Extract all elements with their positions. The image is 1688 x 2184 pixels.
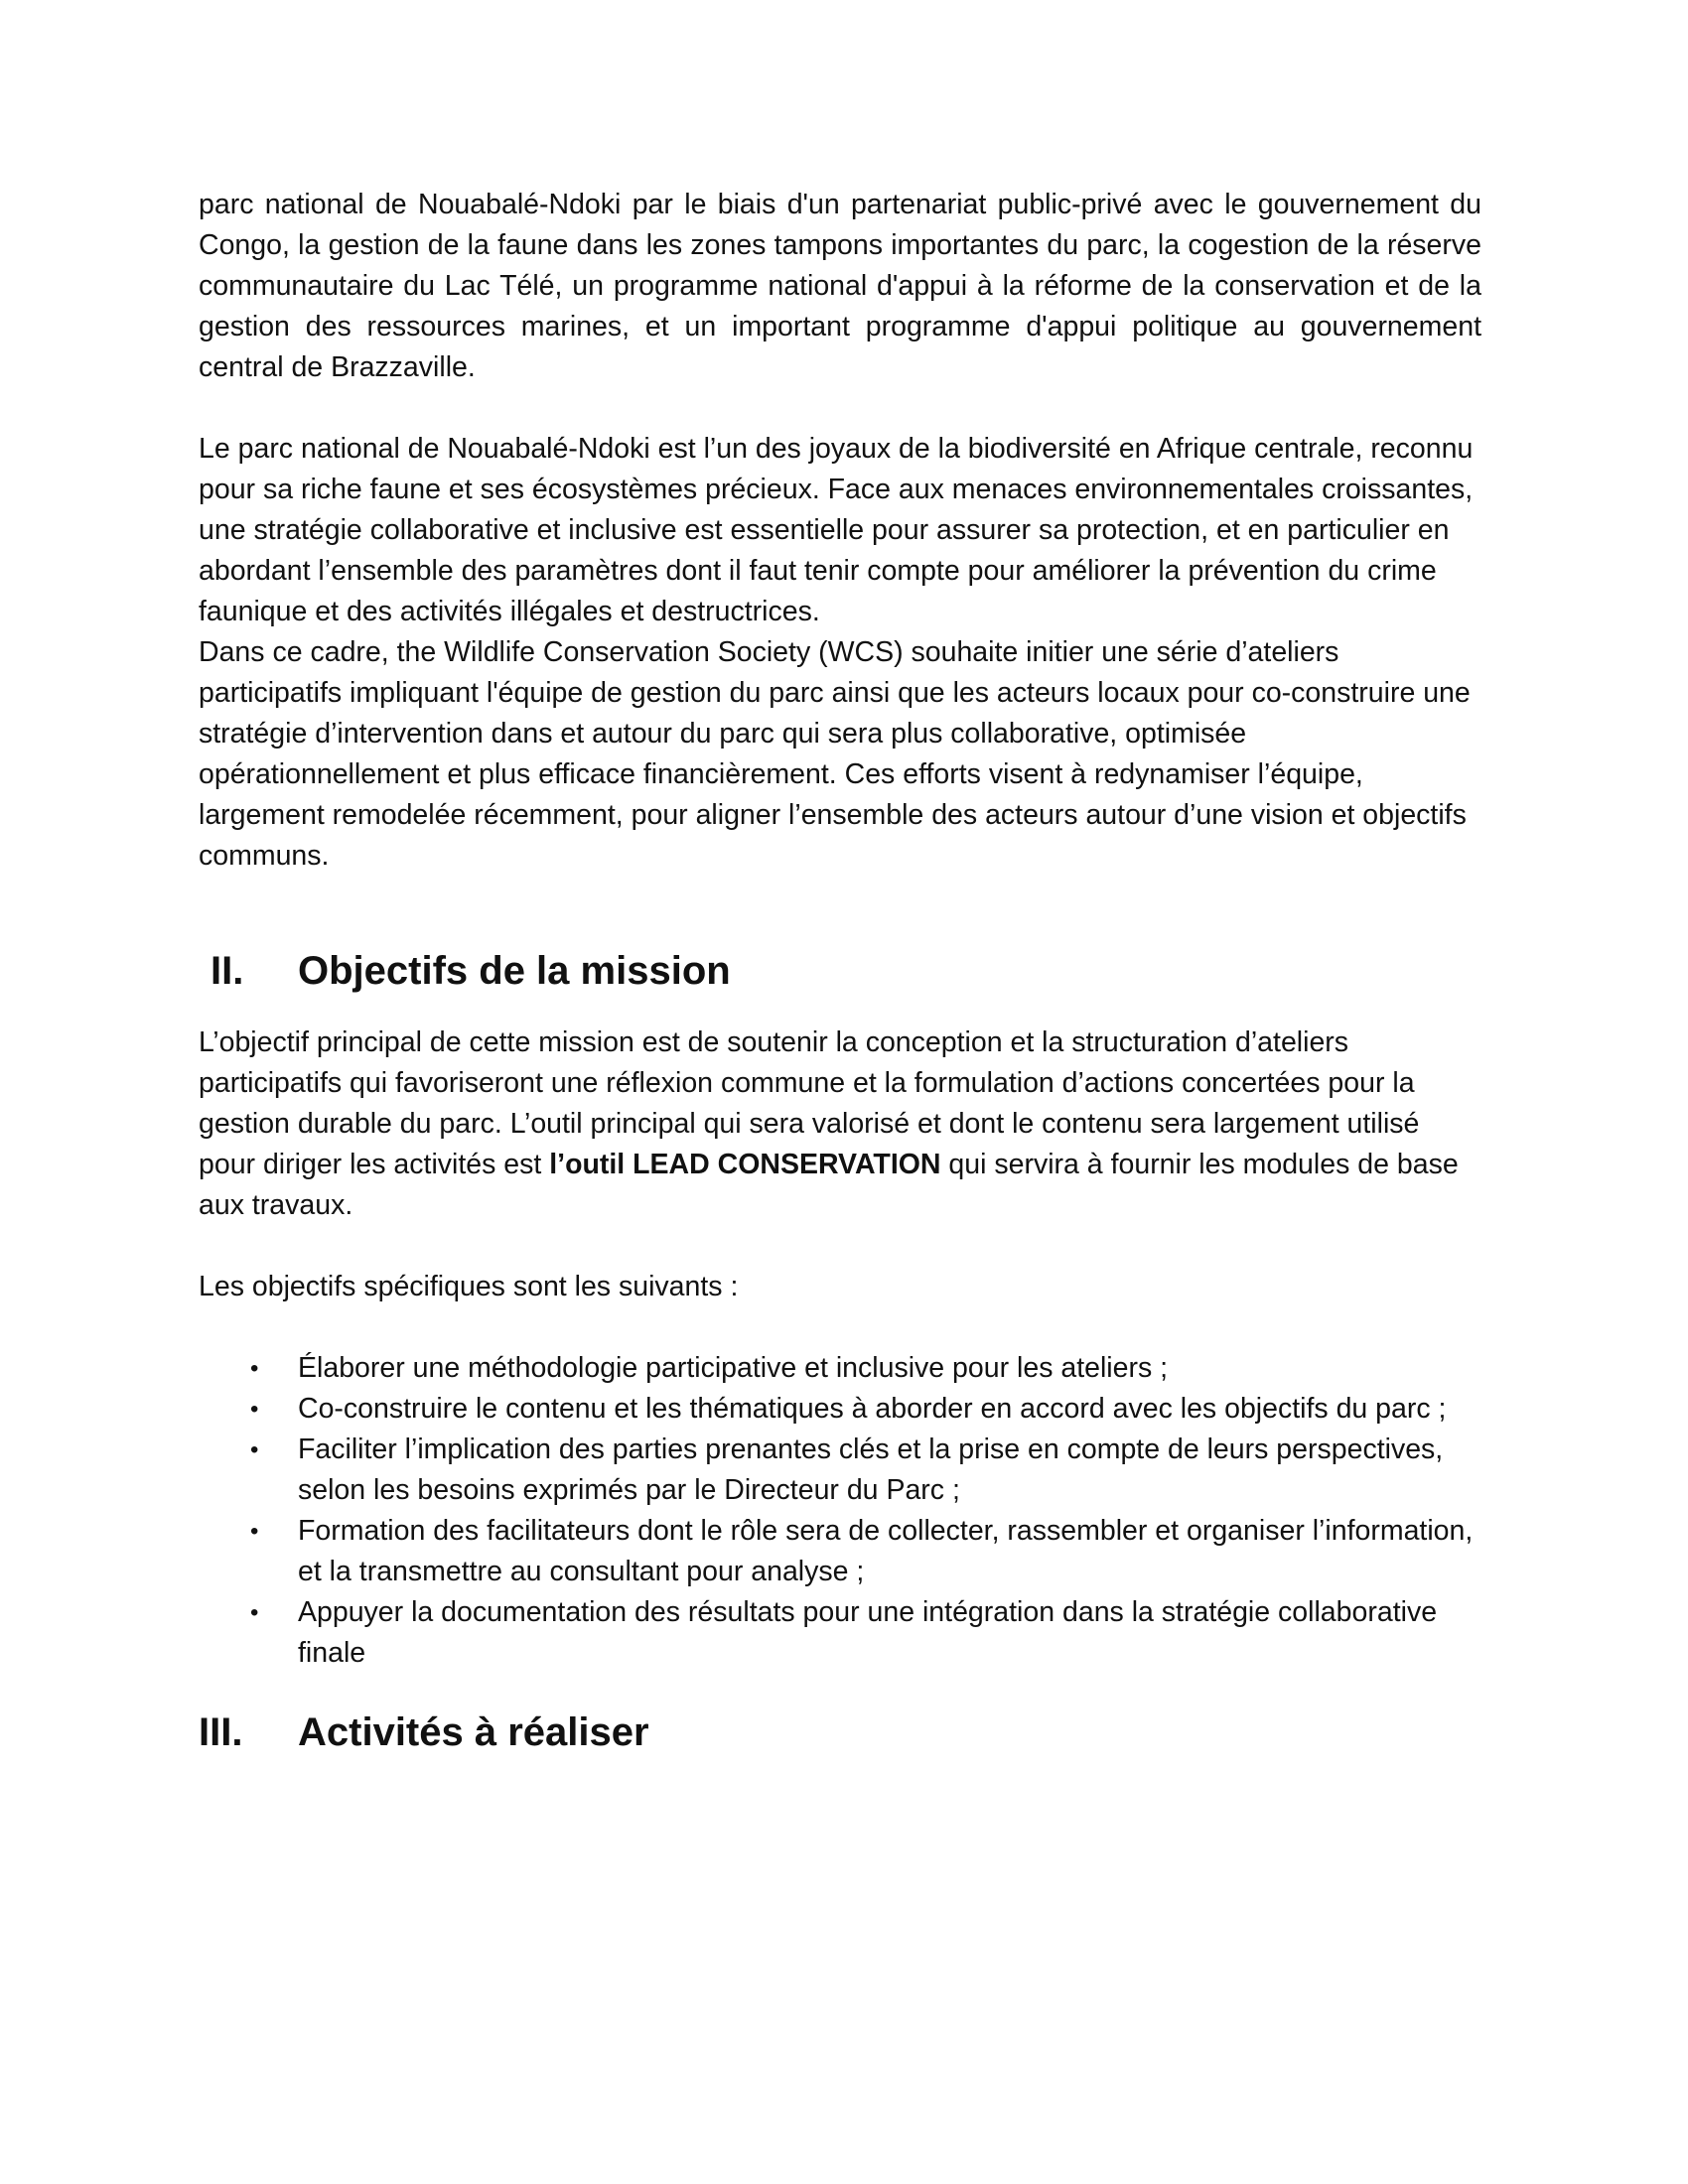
- list-item-text: Élaborer une méthodologie participative et inclusive pour les ateliers ;: [298, 1352, 1169, 1384]
- lead-conservation-tool: l’outil LEAD CONSERVATION: [549, 1149, 941, 1180]
- specific-objectives-list: [199, 1348, 1481, 1674]
- list-item: [199, 1511, 1481, 1592]
- list-item: [199, 1348, 1481, 1389]
- context-paragraph: Le parc national de Nouabalé-Ndoki est l’un des joyaux de la biodiversité en Afrique centrale, reconnu pour sa riche faune et ses écosystèmes précieux. Face aux menaces environnementales croissantes, une stratégie collaborative et inclusive est essentielle pour assurer sa protection, et en particulier en abordant l’ensemble des paramètres dont il faut tenir compte pour améliorer la prévention du crime faunique et des activités illégales et destructrices.: [199, 433, 1474, 627]
- bullet-icon: •: [250, 1436, 259, 1463]
- section-heading-activites: [199, 1707, 1481, 1757]
- section-number: III.: [199, 1710, 243, 1754]
- list-item-text: Co-construire le contenu et les thématiques à aborder en accord avec les objectifs du parc ;: [298, 1393, 1447, 1425]
- section-title: Activités à réaliser: [298, 1710, 649, 1754]
- section-number: II.: [211, 949, 244, 993]
- wcs-paragraph: Dans ce cadre, the Wildlife Conservation Society (WCS) souhaite initier une série d’ateliers participatifs impliquant l'équipe de gestion du parc ainsi que les acteurs locaux pour co-construire une stratégie d’intervention dans et autour du parc qui sera plus collaborative, optimisée opérationnellement et plus efficace financièrement. Ces efforts visent à redynamiser l’équipe, largement remodelée récemment, pour aligner l’ensemble des acteurs autour d’une vision et objectifs communs.: [199, 636, 1471, 872]
- main-objective-text-end: qui servira à fournir les modules de base aux travaux.: [199, 1149, 1459, 1221]
- specific-objectives-intro: Les objectifs spécifiques sont les suivants :: [199, 1271, 739, 1302]
- document-page: [199, 185, 1481, 1757]
- list-item-text: Appuyer la documentation des résultats pour une intégration dans la stratégie collaborative finale: [298, 1596, 1438, 1669]
- bullet-icon: •: [250, 1599, 259, 1626]
- list-item: [199, 1389, 1481, 1430]
- list-item-text: Formation des facilitateurs dont le rôle sera de collecter, rassembler et organiser l’information, et la transmettre au consultant pour analyse ;: [298, 1515, 1474, 1587]
- bullet-icon: •: [250, 1355, 259, 1382]
- section-title: Objectifs de la mission: [298, 949, 731, 993]
- main-objective-paragraph: [199, 1023, 1481, 1226]
- bullet-icon: •: [250, 1518, 259, 1545]
- intro-paragraph: parc national de Nouabalé-Ndoki par le biais d'un partenariat public-privé avec le gouvernement du Congo, la gestion de la faune dans les zones tampons importantes du parc, la cogestion de la réserve communautaire du Lac Télé, un programme national d'appui à la réforme de la conservation et de la gestion des ressources marines, et un important programme d'appui politique au gouvernement central de Brazzaville.: [199, 189, 1481, 383]
- main-objective-text: L’objectif principal de cette mission est de soutenir la conception et la structuration d’ateliers participatifs qui favoriseront une réflexion commune et la formulation d’actions concertées pour la gestion durable du parc. L’outil principal qui sera valorisé et dont le contenu sera largement utilisé pour diriger les activités est: [199, 1026, 1420, 1180]
- bullet-icon: •: [250, 1396, 259, 1423]
- section-heading-objectifs: [199, 946, 1481, 996]
- list-item: [199, 1592, 1481, 1674]
- list-item-text: Faciliter l’implication des parties prenantes clés et la prise en compte de leurs perspectives, selon les besoins exprimés par le Directeur du Parc ;: [298, 1433, 1444, 1506]
- list-item: [199, 1430, 1481, 1511]
